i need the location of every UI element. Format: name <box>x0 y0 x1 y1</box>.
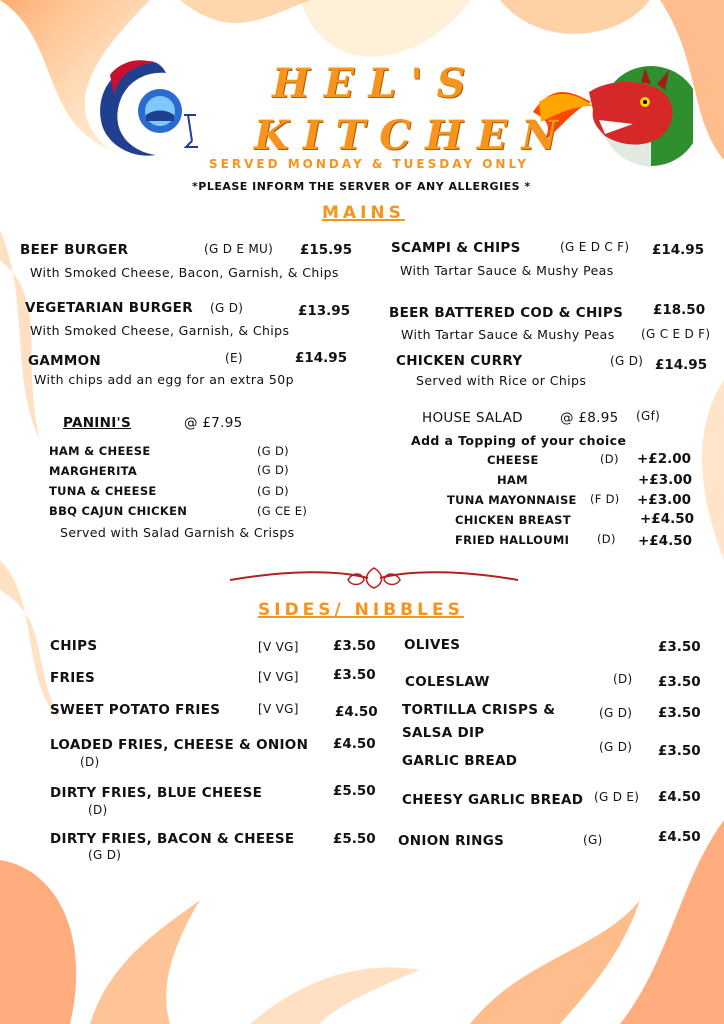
panini-item: MARGHERITA <box>49 464 138 478</box>
side-item-name: SWEET POTATO FRIES <box>50 702 221 718</box>
topping-price: +£3.00 <box>638 472 693 488</box>
curry-price: £14.95 <box>655 357 708 373</box>
sides-heading: SIDES/ NIBBLES <box>258 600 464 620</box>
panini-item: HAM & CHEESE <box>49 444 151 458</box>
side-item-price: £4.50 <box>658 829 701 845</box>
salad-tag: (Gf) <box>636 409 661 423</box>
topping-name: CHEESE <box>487 453 539 467</box>
curry-name: CHICKEN CURRY <box>396 353 523 369</box>
side-item-price: £3.50 <box>658 674 701 690</box>
side-item-allergens: [V VG] <box>258 640 299 654</box>
scampi-allergens: (G E D C F) <box>560 240 630 254</box>
side-item-allergens: (D) <box>88 803 108 817</box>
side-item-price: £5.50 <box>333 831 376 847</box>
cod-allergens: (G C E D F) <box>641 327 711 341</box>
panini-item: BBQ CAJUN CHICKEN <box>49 504 188 518</box>
side-item-name: CHEESY GARLIC BREAD <box>402 792 584 808</box>
salad-topping-note: Add a Topping of your choice <box>411 433 627 448</box>
mains-heading: MAINS <box>322 203 405 223</box>
gammon-name: GAMMON <box>28 353 101 369</box>
curry-desc: Served with Rice or Chips <box>416 373 587 388</box>
topping-price: +£2.00 <box>637 451 692 467</box>
side-item-name: OLIVES <box>404 637 461 653</box>
panini-heading: PANINI'S <box>63 415 132 431</box>
panini-price: @ £7.95 <box>184 415 243 431</box>
side-item-allergens: (G) <box>583 833 603 847</box>
salad-name: HOUSE SALAD <box>422 410 523 426</box>
panini-item-allergens: (G D) <box>257 444 289 458</box>
side-item-price: £3.50 <box>658 639 701 655</box>
scampi-desc: With Tartar Sauce & Mushy Peas <box>400 263 614 278</box>
side-item-name: TORTILLA CRISPS & <box>402 702 556 718</box>
side-item-price: £3.50 <box>333 638 376 654</box>
salad-price: @ £8.95 <box>560 410 619 426</box>
side-item-price: £4.50 <box>333 736 376 752</box>
side-item-name: LOADED FRIES, CHEESE & ONION <box>50 737 309 753</box>
cod-name: BEER BATTERED COD & CHIPS <box>389 305 624 321</box>
veg-burger-desc: With Smoked Cheese, Garnish, & Chips <box>30 323 290 338</box>
ornamental-divider-icon <box>228 566 520 590</box>
veg-burger-price: £13.95 <box>298 303 351 319</box>
allergy-note: *PLEASE INFORM THE SERVER OF ANY ALLERGIES * <box>192 180 531 193</box>
page-title-line1: HEL'S <box>272 60 480 107</box>
side-item-allergens: (G D) <box>88 848 122 862</box>
side-item-allergens: [V VG] <box>258 702 299 716</box>
side-item-name: FRIES <box>50 670 96 686</box>
topping-allergens: (F D) <box>590 492 620 506</box>
panini-note: Served with Salad Garnish & Crisps <box>60 525 295 540</box>
served-days: SERVED MONDAY & TUESDAY ONLY <box>209 157 529 171</box>
topping-price: +£3.00 <box>637 492 692 508</box>
beef-burger-allergens: (G D E MU) <box>204 242 274 256</box>
side-item-name: GARLIC BREAD <box>402 753 518 769</box>
side-item-allergens: [V VG] <box>258 670 299 684</box>
side-item-price: £3.50 <box>658 705 701 721</box>
topping-price: +£4.50 <box>638 533 693 549</box>
topping-price: +£4.50 <box>640 511 695 527</box>
side-item-name-line2: SALSA DIP <box>402 725 485 741</box>
topping-allergens: (D) <box>597 532 616 546</box>
beef-burger-name: BEEF BURGER <box>20 242 129 258</box>
side-item-name: ONION RINGS <box>398 833 505 849</box>
gammon-price: £14.95 <box>295 350 348 366</box>
gammon-desc: With chips add an egg for an extra 50p <box>34 372 294 387</box>
topping-allergens: (D) <box>600 452 619 466</box>
gammon-allergens: (E) <box>225 351 243 365</box>
curry-allergens: (G D) <box>610 354 644 368</box>
panini-item: TUNA & CHEESE <box>49 484 157 498</box>
beef-burger-desc: With Smoked Cheese, Bacon, Garnish, & Chips <box>30 265 339 280</box>
side-item-allergens: (G D) <box>599 706 633 720</box>
panini-item-allergens: (G D) <box>257 484 289 498</box>
side-item-price: £4.50 <box>658 789 701 805</box>
cod-desc: With Tartar Sauce & Mushy Peas <box>401 327 615 342</box>
topping-name: HAM <box>497 473 528 487</box>
scampi-name: SCAMPI & CHIPS <box>391 240 521 256</box>
side-item-price: £3.50 <box>658 743 701 759</box>
beef-burger-price: £15.95 <box>300 242 353 258</box>
panini-item-allergens: (G D) <box>257 463 289 477</box>
side-item-allergens: (D) <box>613 672 633 686</box>
veg-burger-allergens: (G D) <box>210 301 244 315</box>
side-item-name: COLESLAW <box>405 674 490 690</box>
topping-name: CHICKEN BREAST <box>455 513 571 527</box>
topping-name: FRIED HALLOUMI <box>455 533 570 547</box>
page-title-line2: KITCHEN <box>254 112 572 159</box>
scampi-price: £14.95 <box>652 242 705 258</box>
veg-burger-name: VEGETARIAN BURGER <box>25 300 193 316</box>
side-item-price: £4.50 <box>335 704 378 720</box>
bay-view-restaurant-logo-icon <box>92 55 204 161</box>
side-item-price: £5.50 <box>333 783 376 799</box>
side-item-name: DIRTY FRIES, BACON & CHEESE <box>50 831 295 847</box>
side-item-price: £3.50 <box>333 667 376 683</box>
topping-name: TUNA MAYONNAISE <box>447 493 577 507</box>
side-item-allergens: (G D E) <box>594 790 640 804</box>
panini-item-allergens: (G CE E) <box>257 504 308 518</box>
side-item-allergens: (G D) <box>599 740 633 754</box>
side-item-name: DIRTY FRIES, BLUE CHEESE <box>50 785 263 801</box>
cod-price: £18.50 <box>653 302 706 318</box>
side-item-name: CHIPS <box>50 638 98 654</box>
side-item-allergens: (D) <box>80 755 100 769</box>
